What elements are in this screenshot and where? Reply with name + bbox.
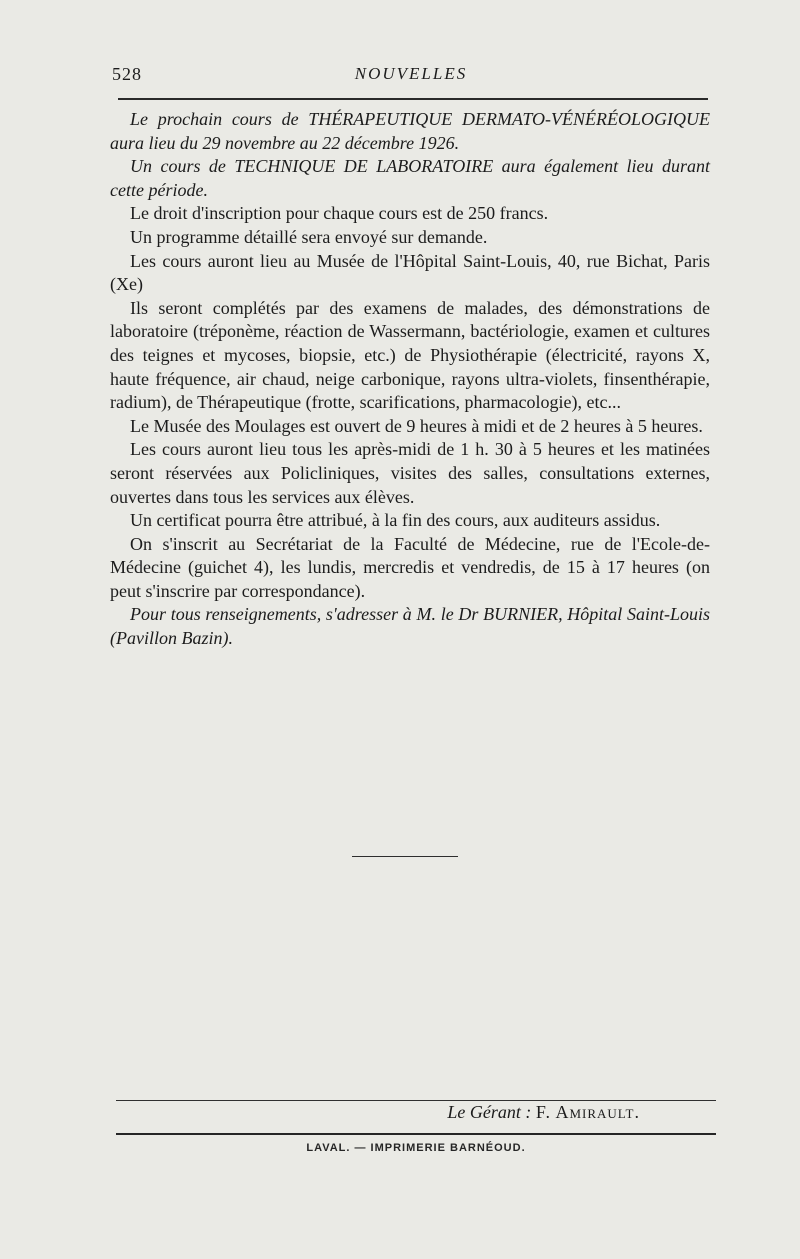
paragraph-schedule: Les cours auront lieu tous les après-midi de 1 h. 30 à 5 heures et les matinées seront réservées aux Policliniques, visites des salles, consultations externes, ouvertes dans tous les services aux élèves. bbox=[110, 439, 710, 507]
gerant-line bbox=[116, 1102, 640, 1123]
paragraph-contact: Pour tous renseignements, s'adresser à M. le Dr BURNIER, Hôpital Saint-Louis (Pavillon Bazin). bbox=[110, 604, 710, 649]
footer-rule-bottom bbox=[116, 1133, 716, 1135]
running-head bbox=[112, 64, 710, 88]
announcement-body bbox=[110, 108, 710, 651]
printer-imprint: LAVAL. — IMPRIMERIE BARNÉOUD. bbox=[306, 1142, 526, 1154]
paragraph-fees: Le droit d'inscription pour chaque cours est de 250 francs. bbox=[130, 203, 549, 224]
gerant-name: F. Amirault. bbox=[535, 1102, 640, 1122]
footer-rule-top bbox=[116, 1100, 716, 1101]
paragraph-contents: Ils seront complétés par des examens de malades, des démonstrations de laboratoire (tréponème, réaction de Wassermann, bactériologie, examen et cultures des teignes et mycoses, biopsie, etc.) de Physiothérapie (électricité, rayons X, haute fréquence, air chaud, neige carbonique, rayons ultra-violets, finsenthérapie, radium), de Thérapeutique (frotte, scarifications, pharmacologie), etc... bbox=[110, 297, 710, 413]
page-number: 528 bbox=[112, 64, 142, 84]
header-rule bbox=[118, 98, 708, 100]
running-head-title: NOUVELLES bbox=[354, 64, 468, 83]
paragraph-course-laboratoire: Un cours de TECHNIQUE DE LABORATOIRE aura également lieu durant cette période. bbox=[110, 156, 710, 200]
gerant-label: Le Gérant : bbox=[447, 1102, 532, 1122]
section-end-rule bbox=[352, 856, 458, 857]
paragraph-museum-hours: Le Musée des Moulages est ouvert de 9 heures à midi et de 2 heures à 5 heures. bbox=[130, 415, 703, 436]
paragraph-programme: Un programme détaillé sera envoyé sur demande. bbox=[130, 226, 488, 247]
paragraph-registration: On s'inscrit au Secrétariat de la Faculté de Médecine, rue de l'Ecole-de-Médecine (guichet 4), les lundis, mercredis et vendredis, de 15 à 17 heures (on peut s'inscrire par correspondance). bbox=[110, 533, 710, 601]
paragraph-certificate: Un certificat pourra être attribué, à la fin des cours, aux auditeurs assidus. bbox=[130, 510, 661, 531]
paragraph-location: Les cours auront lieu au Musée de l'Hôpital Saint-Louis, 40, rue Bichat, Paris (Xe) bbox=[110, 250, 710, 295]
paragraph-course-dermato: Le prochain cours de THÉRAPEUTIQUE DERMATO-VÉNÉRÉOLOGIQUE aura lieu du 29 novembre au 22 décembre 1926. bbox=[110, 109, 710, 153]
